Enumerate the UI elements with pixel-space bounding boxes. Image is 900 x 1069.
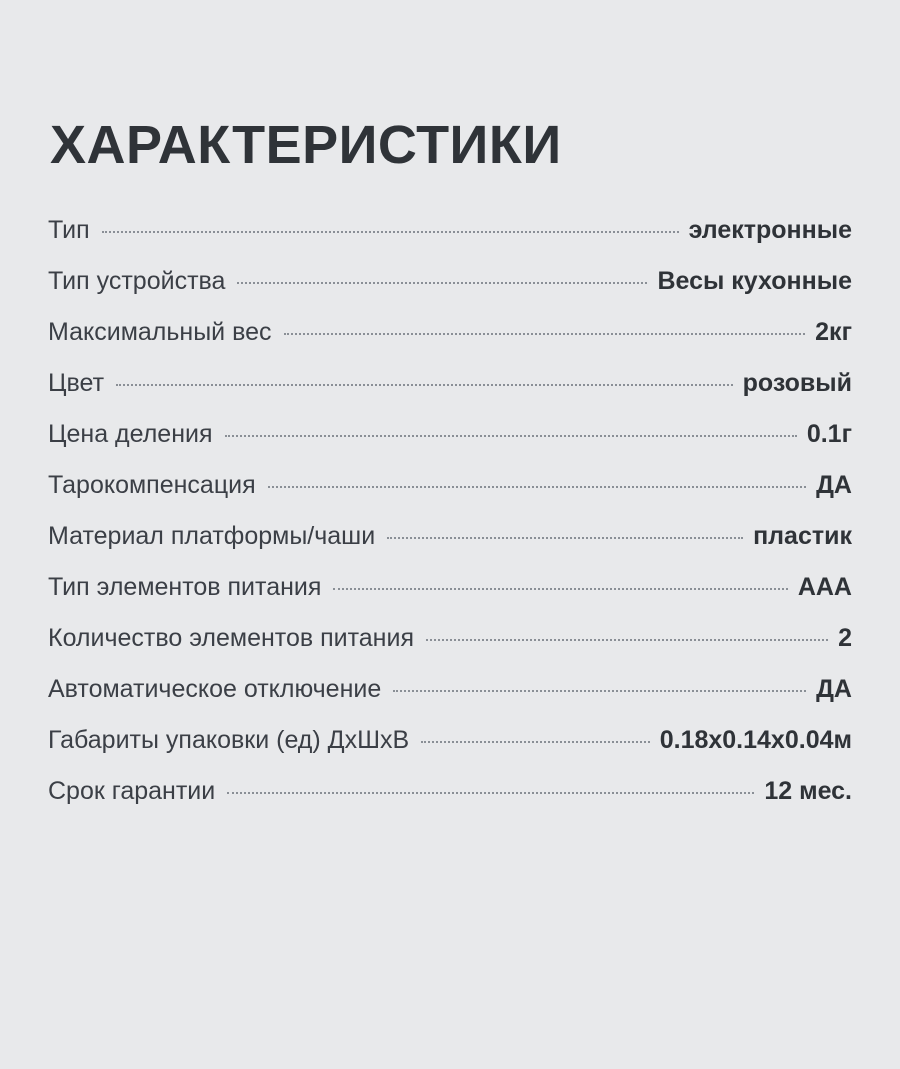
spec-label: Максимальный вес [48, 318, 272, 346]
dotted-leader [227, 791, 754, 794]
spec-value: пластик [753, 522, 852, 550]
spec-label: Цвет [48, 369, 105, 397]
spec-label: Количество элементов питания [48, 624, 414, 652]
spec-label: Габариты упаковки (ед) ДхШхВ [48, 726, 410, 754]
dotted-leader [102, 230, 679, 233]
dotted-leader [225, 434, 797, 437]
spec-value: ДА [816, 675, 852, 703]
spec-value: 0.1г [806, 420, 852, 448]
dotted-leader [421, 740, 650, 743]
spec-value: ДА [816, 471, 852, 499]
spec-row [48, 420, 852, 449]
dotted-leader [268, 485, 806, 488]
spec-row [48, 267, 852, 296]
dotted-leader [426, 638, 828, 641]
spec-label: Автоматическое отключение [48, 675, 382, 703]
spec-row [48, 573, 852, 602]
spec-row [48, 522, 852, 551]
dotted-leader [387, 536, 743, 539]
spec-value: 0.18x0.14x0.04м [659, 726, 852, 754]
spec-value: 12 мес. [764, 777, 852, 805]
spec-row [48, 777, 852, 806]
spec-label: Материал платформы/чаши [48, 522, 376, 550]
dotted-leader [333, 587, 787, 590]
spec-label: Тип элементов питания [48, 573, 322, 601]
spec-label: Срок гарантии [48, 777, 216, 805]
spec-label: Тип [48, 216, 90, 244]
dotted-leader [284, 332, 806, 335]
spec-value: AAA [797, 573, 852, 601]
spec-value: электронные [688, 216, 852, 244]
spec-value: Весы кухонные [657, 267, 852, 295]
spec-value: 2кг [815, 318, 852, 346]
spec-label: Цена деления [48, 420, 213, 448]
spec-label: Тип устройства [48, 267, 226, 295]
spec-row [48, 369, 852, 398]
spec-row [48, 675, 852, 704]
specifications-list [48, 216, 852, 806]
dotted-leader [116, 383, 733, 386]
dotted-leader [393, 689, 806, 692]
spec-row [48, 624, 852, 653]
spec-value: розовый [742, 369, 852, 397]
page-title: ХАРАКТЕРИСТИКИ [50, 115, 562, 175]
spec-label: Тарокомпенсация [48, 471, 256, 499]
dotted-leader [237, 281, 647, 284]
spec-row [48, 318, 852, 347]
spec-row [48, 471, 852, 500]
spec-row [48, 216, 852, 245]
spec-row [48, 726, 852, 755]
spec-value: 2 [838, 624, 852, 652]
